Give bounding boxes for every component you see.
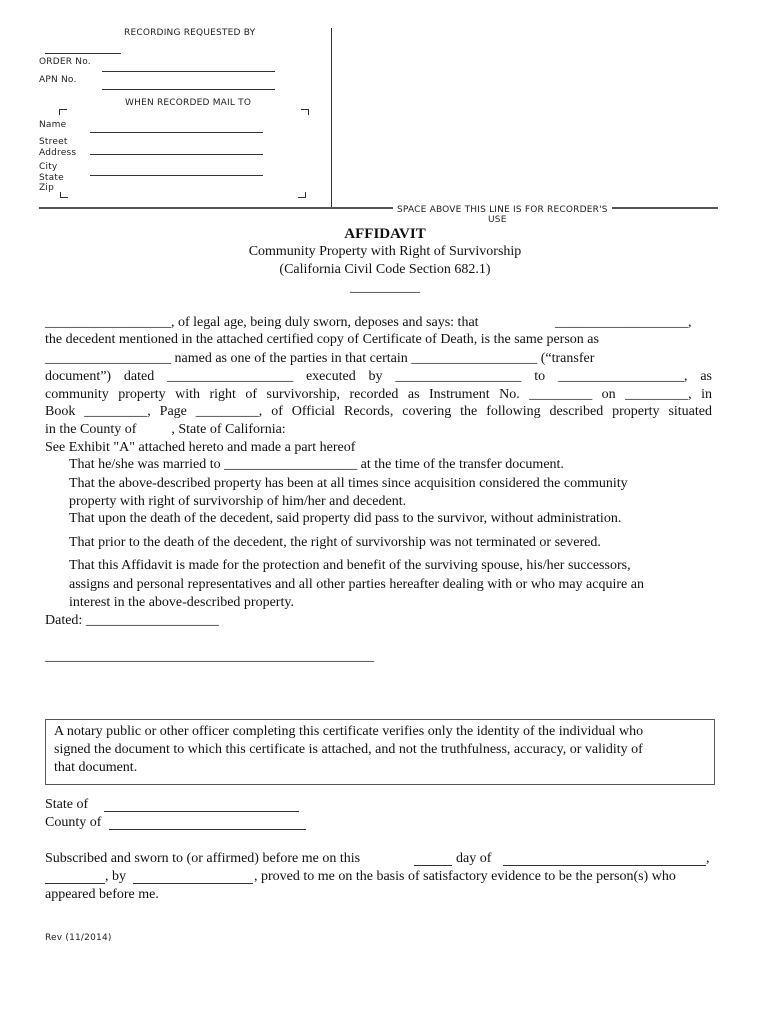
revision-label: Rev (11/2014): [45, 933, 112, 943]
notary-disclaimer-box: [45, 719, 715, 785]
notary-disclaimer-line-2: signed the document to which this certificate is attached, and not the truthfulness, accuracy, or validity of: [54, 742, 643, 757]
affidavit-subtitle: Community Property with Right of Survivorship: [248, 244, 522, 259]
body-line-4: document”) dated __________________ executed by __________________ to __________________, as: [45, 369, 712, 384]
subscribed-sworn-text: Subscribed and sworn to (or affirmed) before me on this: [45, 851, 361, 866]
body-line-7: in the County of , State of California:: [45, 422, 286, 437]
month-year-field[interactable]: [503, 865, 706, 866]
county-of-field[interactable]: [109, 829, 306, 830]
address-box-corner-tl: [59, 109, 67, 115]
appeared-text: appeared before me.: [45, 887, 159, 902]
statement-protection-1: That this Affidavit is made for the protection and benefit of the surviving spouse, his/her successors,: [69, 558, 631, 573]
proved-text: , proved to me on the basis of satisfactory evidence to be the person(s) who: [254, 869, 676, 884]
body-line-1: __________________, of legal age, being duly sworn, deposes and says: that: [45, 315, 479, 330]
body-line-3: __________________ named as one of the parties in that certain __________________ (“transfer: [45, 351, 595, 366]
body-line-1-blank: ___________________,: [555, 315, 692, 330]
notary-disclaimer-line-3: that document.: [54, 760, 138, 775]
recording-requested-by: RECORDING REQUESTED BY: [124, 28, 256, 38]
exhibit-reference: See Exhibit "A" attached hereto and made a part hereof: [45, 440, 356, 455]
body-line-2: the decedent mentioned in the attached certified copy of Certificate of Death, is the same person as: [45, 332, 599, 347]
statement-community-property-2: property with right of survivorship of him/her and decedent.: [69, 494, 407, 509]
recording-requested-by-line[interactable]: [45, 53, 121, 54]
city-label: City: [39, 162, 58, 172]
state-label: State: [39, 173, 64, 183]
body-line-5: community property with right of survivorship, recorded as Instrument No. _________ on _________, in: [45, 387, 712, 402]
when-recorded-mail-to: WHEN RECORDED MAIL TO: [125, 98, 252, 108]
address-label: Address: [39, 148, 77, 158]
by-label: , by: [105, 869, 126, 884]
recorder-space-label-use: USE: [488, 215, 507, 225]
signature-line[interactable]: _______________________________________________: [45, 649, 374, 664]
comma-text: ,: [706, 851, 710, 866]
header-vertical-divider: [331, 28, 332, 209]
address-box-corner-tr: [301, 109, 309, 115]
state-of-field[interactable]: [104, 811, 299, 812]
statement-survivor: That upon the death of the decedent, said property did pass to the survivor, without administration.: [69, 511, 622, 526]
street-label: Street: [39, 137, 68, 147]
address-box-corner-bl: [60, 192, 68, 198]
day-of-label: day of: [456, 851, 492, 866]
recorder-line-right: [612, 207, 718, 209]
statement-married: That he/she was married to ___________________ at the time of the transfer document.: [69, 457, 564, 472]
dated-field[interactable]: Dated: ___________________: [45, 613, 219, 628]
state-of-label: State of: [45, 797, 89, 812]
day-field[interactable]: [414, 865, 452, 866]
county-of-label: County of: [45, 815, 102, 830]
street-address-line[interactable]: [90, 154, 263, 155]
year-field[interactable]: [45, 883, 105, 884]
order-no-line[interactable]: [102, 71, 275, 72]
city-state-zip-line[interactable]: [90, 175, 263, 176]
statement-not-severed: That prior to the death of the decedent, the right of survivorship was not terminated or severed.: [69, 535, 601, 550]
name-label: Name: [39, 120, 67, 130]
apn-no-label: APN No.: [39, 75, 77, 85]
title-rule: __________: [350, 280, 420, 295]
recorder-space-label: SPACE ABOVE THIS LINE IS FOR RECORDER'S: [397, 205, 608, 215]
name-line[interactable]: [90, 132, 263, 133]
statement-community-property-1: That the above-described property has been at all times since acquisition considered the community: [69, 476, 628, 491]
signer-name-field[interactable]: [133, 883, 253, 884]
statement-protection-2: assigns and personal representatives and all other parties hereafter dealing with or who may acquire an: [69, 577, 644, 592]
apn-no-line[interactable]: [102, 89, 275, 90]
body-line-6: Book _________, Page _________, of Official Records, covering the following described property situated: [45, 404, 712, 419]
civil-code-reference: (California Civil Code Section 682.1): [279, 262, 491, 277]
affidavit-title: AFFIDAVIT: [344, 226, 426, 242]
zip-label: Zip: [39, 183, 54, 193]
recorder-line-left: [39, 207, 393, 209]
address-box-corner-br: [298, 192, 306, 198]
order-no-label: ORDER No.: [39, 57, 91, 67]
statement-protection-3: interest in the above-described property.: [69, 595, 294, 610]
notary-disclaimer-line-1: A notary public or other officer completing this certificate verifies only the identity of the individual who: [54, 724, 644, 739]
